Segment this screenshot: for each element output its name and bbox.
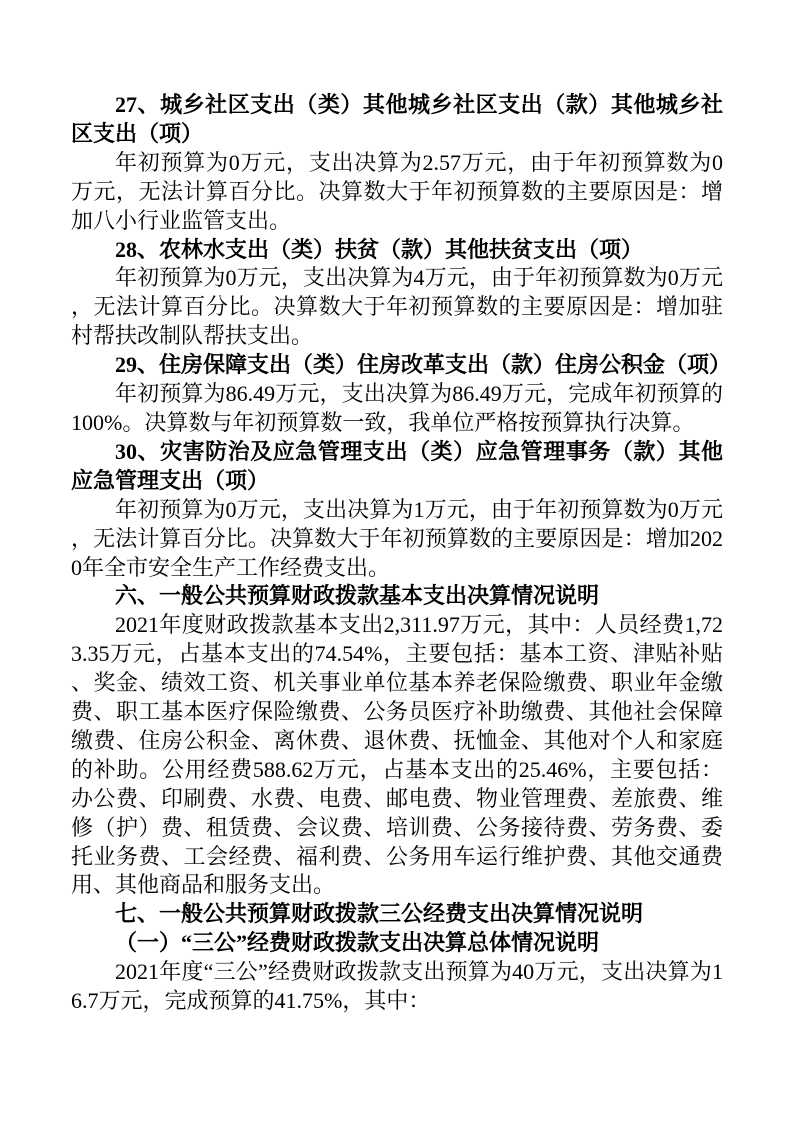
- body-paragraph: 年初预算为0万元，支出决算为1万元，由于年初预算数为0万元，无法计算百分比。决算数大于年初预算数的主要原因是：增加2020年全市安全生产工作经费支出。: [71, 496, 723, 580]
- document-content: [71, 91, 732, 1016]
- section-heading: 七、一般公共预算财政拨款三公经费支出决算情况说明: [115, 901, 644, 927]
- body-paragraph: 年初预算为86.49万元，支出决算为86.49万元，完成年初预算的100%。决算数与年初预算数一致，我单位严格按预算执行决算。: [71, 381, 723, 435]
- body-paragraph: 2021年度“三公”经费财政拨款支出预算为40万元，支出决算为16.7万元，完成预算的41.75%，其中：: [71, 959, 723, 1014]
- section-heading: 29、住房保障支出（类）住房改革支出（款）住房公积金（项）: [115, 352, 732, 378]
- body-paragraph: 2021年度财政拨款基本支出2,311.97万元，其中：人员经费1,723.35万元，占基本支出的74.54%，主要包括：基本工资、津贴补贴、奖金、绩效工资、机关事业单位基本养老保险缴费、职业年金缴费、职工基本医疗保险缴费、公务员医疗补助缴费、其他社会保障缴费、住房公积金、离休费、退休费、抚恤金、其他对个人和家庭的补助。公用经费588.62万元，占基本支出的25.46%，主要包括：办公费、印刷费、水费、电费、邮电费、物业管理费、差旅费、维修（护）费、租赁费、会议费、培训费、公务接待费、劳务费、委托业务费、工会经费、福利费、公务用车运行维护费、其他交通费用、其他商品和服务支出。: [71, 612, 723, 898]
- section-heading: （一）“三公”经费财政拨款支出决算总体情况说明: [115, 930, 600, 956]
- body-paragraph: 年初预算为0万元，支出决算为2.57万元，由于年初预算数为0万元，无法计算百分比。决算数大于年初预算数的主要原因是：增加八小行业监管支出。: [71, 149, 723, 233]
- section-heading: 六、一般公共预算财政拨款基本支出决算情况说明: [115, 583, 600, 609]
- body-paragraph: 年初预算为0万元，支出决算为4万元，由于年初预算数为0万元，无法计算百分比。决算数大于年初预算数的主要原因是：增加驻村帮扶改制队帮扶支出。: [71, 265, 723, 349]
- section-heading: 30、灾害防治及应急管理支出（类）应急管理事务（款）其他应急管理支出（项）: [71, 438, 723, 493]
- section-heading: 27、城乡社区支出（类）其他城乡社区支出（款）其他城乡社区支出（项）: [71, 92, 723, 146]
- section-heading: 28、农林水支出（类）扶贫（款）其他扶贫支出（项）: [115, 236, 644, 262]
